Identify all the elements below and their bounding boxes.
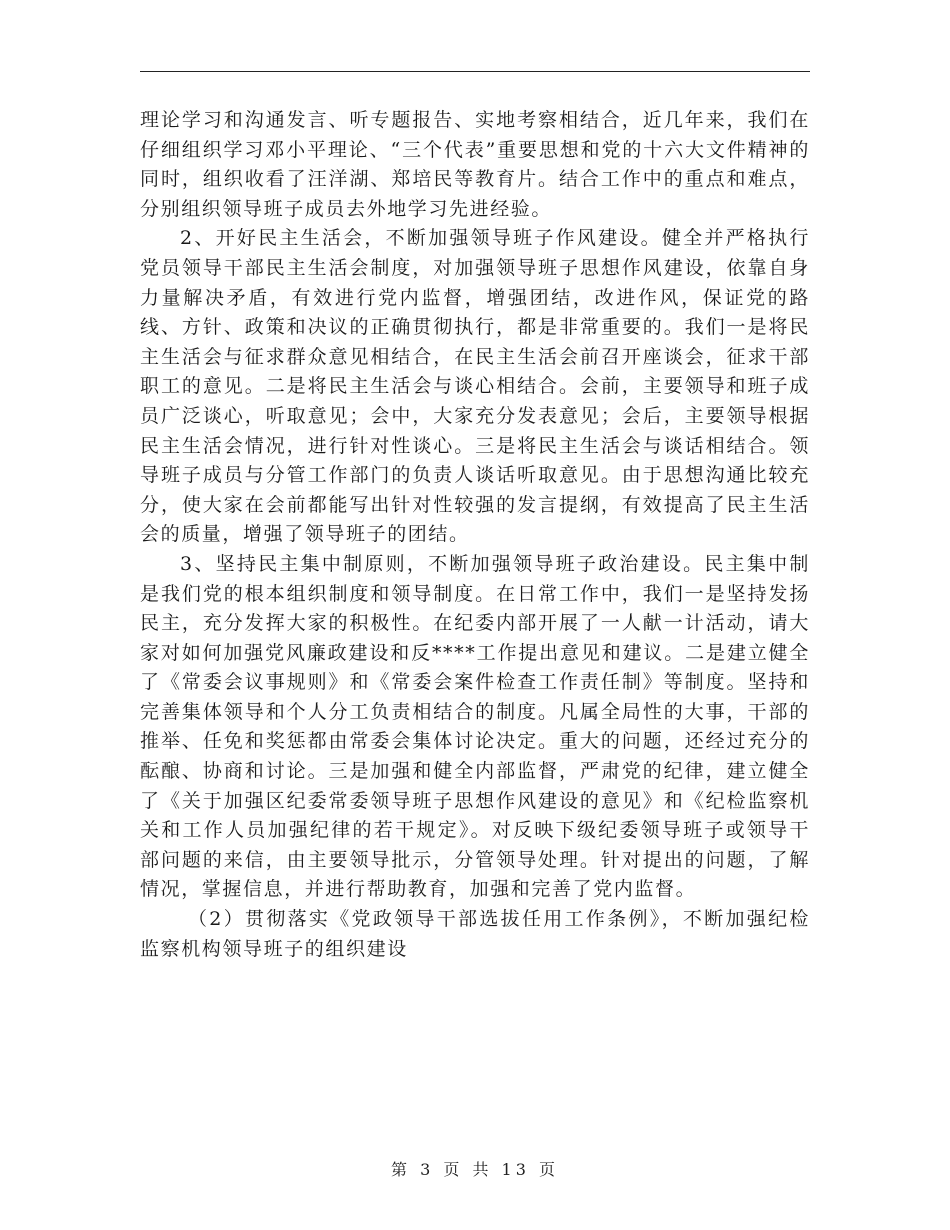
document-body bbox=[140, 106, 810, 964]
header-rule bbox=[140, 71, 810, 72]
page-number-footer: 第 3 页 共 13 页 bbox=[391, 1160, 559, 1179]
paragraph-subheading-cadre-selection: （2）贯彻落实《党政领导干部选拔任用工作条例》，不断加强纪检监察机构领导班子的组织建设 bbox=[140, 908, 810, 960]
paragraph-democratic-life-meeting: 2、开好民主生活会，不断加强领导班子作风建设。健全并严格执行党员领导干部民主生活会制度，对加强领导班子思想作风建设，依靠自身力量解决矛盾，有效进行党内监督，增强团结，改进作风，保证党的路线、方针、政策和决议的正确贯彻执行，都是非常重要的。我们一是将民主生活会与征求群众意见相结合，在民主生活会前召开座谈会，征求干部职工的意见。二是将民主生活会与谈心相结合。会前，主要领导和班子成员广泛谈心，听取意见；会中，大家充分发表意见；会后，主要领导根据民主生活会情况，进行针对性谈心。三是将民主生活会与谈话相结合。领导班子成员与分管工作部门的负责人谈话听取意见。由于思想沟通比较充分，使大家在会前都能写出针对性较强的发言提纲，有效提高了民主生活会的质量，增强了领导班子的团结。 bbox=[140, 227, 810, 546]
paragraph-democratic-centralism: 3、坚持民主集中制原则，不断加强领导班子政治建设。民主集中制是我们党的根本组织制度和领导制度。在日常工作中，我们一是坚持发扬民主，充分发挥大家的积极性。在纪委内部开展了一人献一计活动，请大家对如何加强党风廉政建设和反****工作提出意见和建议。二是建立健全了《常委会议事规则》和《常委会案件检查工作责任制》等制度。坚持和完善集体领导和个人分工负责相结合的制度。凡属全局性的大事，干部的推举、任免和奖惩都由常委会集体讨论决定。重大的问题，还经过充分的酝酿、协商和讨论。三是加强和健全内部监督，严肃党的纪律，建立健全了《关于加强区纪委常委领导班子思想作风建设的意见》和《纪检监察机关和工作人员加强纪律的若干规定》。对反映下级纪委领导班子或领导干部问题的来信，由主要领导批示，分管领导处理。针对提出的问题，了解情况，掌握信息，并进行帮助教育，加强和完善了党内监督。 bbox=[140, 552, 810, 901]
paragraph-continuation: 理论学习和沟通发言、听专题报告、实地考察相结合，近几年来，我们在仔细组织学习邓小平理论、“三个代表”重要思想和党的十六大文件精神的同时，组织收看了汪洋湖、郑培民等教育片。结合工作中的重点和难点，分别组织领导班子成员去外地学习先进经验。 bbox=[140, 109, 810, 220]
